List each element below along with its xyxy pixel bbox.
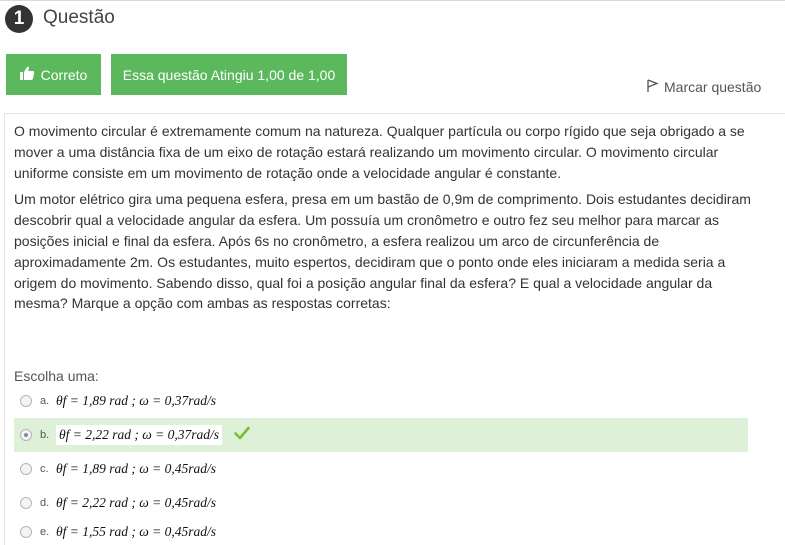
answer-option-a[interactable] (14, 384, 748, 418)
thumbs-up-icon (20, 66, 35, 83)
flag-question-button[interactable] (646, 78, 761, 95)
answer-formula: θf = 2,22 rad ; ω = 0,37rad/s (56, 425, 222, 445)
grade-badge: Essa questão Atingiu 1,00 de 1,00 (111, 54, 347, 95)
answer-letter: e. (40, 525, 50, 538)
question-title: Questão (43, 7, 115, 28)
flag-icon (646, 78, 659, 95)
status-label: Correto (40, 66, 88, 83)
question-number-badge: 1 (5, 5, 33, 33)
question-paragraph-2: Um motor elétrico gira uma pequena esfera, presa em um bastão de 0,9m de comprimento. Dois estudantes decidiram descobrir qual a velocidade angular da esfera. Um possuía um cronômetro e outro fez seu melhor para marcar as posições inicial e final da esfera. Após 6s no cronômetro, a esfera realizou um arco de circunferência de aproximadamente 2m. Os estudantes, muito espertos, decidiram que o ponto onde eles iniciaram a medida seria a origem do movimento. Sabendo disso, qual foi a posição angular final da esfera? E qual a velocidade angular da mesma? Marque a opção com ambas as respostas corretas: (14, 191, 751, 312)
answer-formula: θf = 1,89 rad ; ω = 0,45rad/s (56, 461, 217, 476)
flag-label: Marcar questão (664, 78, 762, 95)
answer-option-b[interactable] (14, 418, 748, 452)
answer-letter: d. (40, 497, 50, 509)
answer-letter: b. (40, 429, 50, 441)
answer-formula: θf = 1,55 rad ; ω = 0,45rad/s (56, 523, 217, 539)
radio-e[interactable] (20, 526, 32, 538)
radio-c[interactable] (20, 463, 32, 475)
question-paragraph-1: O movimento circular é extremamente comum na natureza. Qualquer partícula ou corpo rígido que seja obrigado a se mover a uma distância fixa de um eixo de rotação estará realizando um movimento circular. O movimento circular uniforme consiste em um movimento de rotação onde a velocidade angular é constante. (14, 123, 745, 181)
answer-prompt: Escolha uma: (14, 368, 99, 384)
check-icon (234, 426, 250, 445)
answer-option-c[interactable] (14, 452, 748, 486)
answer-formula: θf = 1,89 rad ; ω = 0,37rad/s (56, 393, 217, 408)
question-text (14, 121, 764, 320)
answer-letter: c. (40, 463, 49, 475)
answer-formula: θf = 2,22 rad ; ω = 0,45rad/s (56, 495, 217, 510)
answer-option-e[interactable] (14, 518, 748, 545)
radio-a[interactable] (20, 395, 32, 407)
answer-letter: a. (40, 395, 50, 407)
status-badge (6, 54, 101, 95)
radio-d[interactable] (20, 497, 32, 509)
answer-option-d[interactable] (14, 486, 748, 520)
question-header (0, 0, 785, 38)
radio-b[interactable] (20, 429, 32, 441)
